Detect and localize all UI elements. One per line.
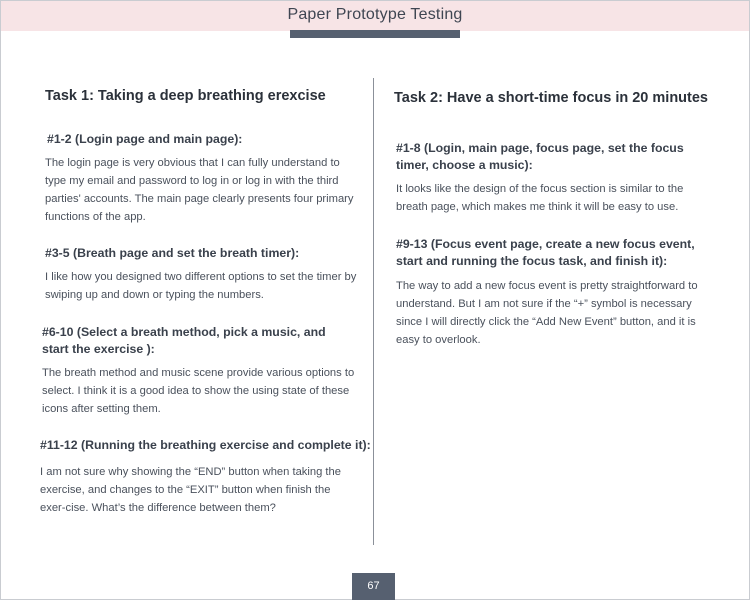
task-1-answer-4: I am not sure why showing the “END” button when taking the exercise, and changes to the “EXIT” button when finish the exer-cise. What’s the difference between them? [40,466,341,514]
page-title: Paper Prototype Testing [287,6,463,23]
task-1-answer-1: The login page is very obvious that I can fully understand to type my email and password to log in or log in with the third parties' accounts. The main page clearly presents four primary functions of the app. [45,157,354,223]
page-number-box [352,573,395,600]
task-1-question-2: #3-5 (Breath page and set the breath timer): [45,246,300,260]
task-1-answer-2: I like how you designed two different options to set the timer by swiping up and down or typing the numbers. [45,271,357,301]
task-2-answer-2: The way to add a new focus event is pretty straightforward to understand. But I am not sure if the “+” symbol is necessary since I will directly click the “Add New Event” button, and it is easy to overlook. [396,280,698,346]
column-divider [373,78,374,545]
task-1-answer-3: The breath method and music scene provide various options to select. I think it is a good idea to show the using state of these icons after setting them. [42,367,355,415]
task-2-title: Task 2: Have a short-time focus in 20 minutes [394,90,708,106]
task-2-question-2: #9-13 (Focus event page, create a new focus event, start and running the focus task, and finish it): [396,237,695,268]
task-1-question-3: #6-10 (Select a breath method, pick a music, and start the exercise ): [42,325,326,356]
task-1-title: Task 1: Taking a deep breathing erexcise [45,88,326,104]
task-1-question-4: #11-12 (Running the breathing exercise and complete it): [40,438,371,452]
header-accent-bar [290,30,460,38]
task-1-question-1: #1-2 (Login page and main page): [47,132,243,146]
task-2-answer-1: It looks like the design of the focus section is similar to the breath page, which makes me think it will be easy to use. [396,183,684,213]
page-number: 67 [367,580,380,592]
task-2-question-1: #1-8 (Login, main page, focus page, set the focus timer, choose a music): [396,141,684,172]
